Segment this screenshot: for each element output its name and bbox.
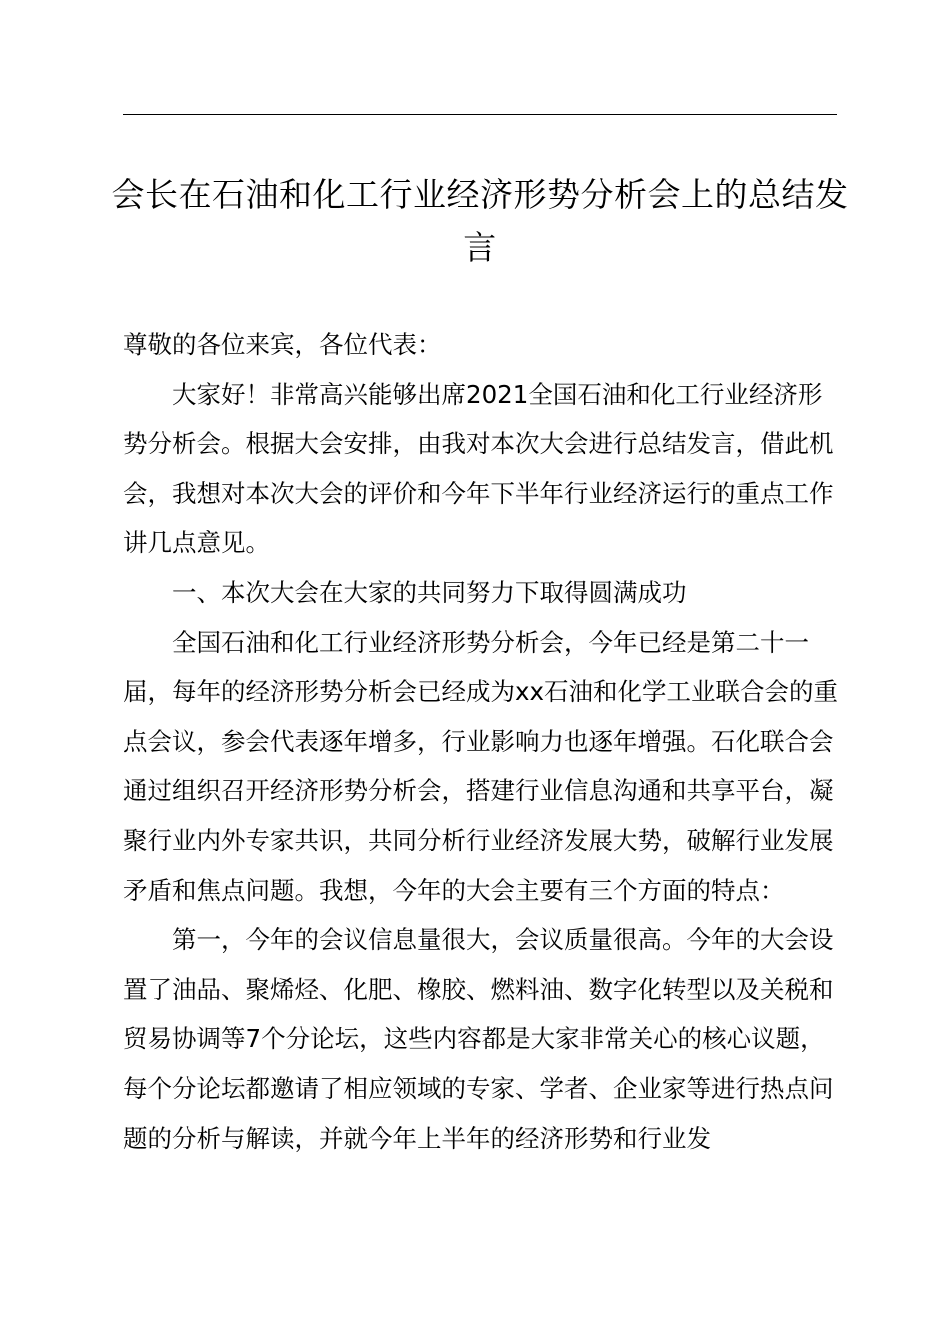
document-body xyxy=(123,320,843,1163)
paragraph-feature-one: 第一，今年的会议信息量很大，会议质量很高。今年的大会设置了油品、聚烯烃、化肥、橡胶、燃料油、数字化转型以及关税和贸易协调等7个分论坛，这些内容都是大家非常关心的核心议题，每个分论坛都邀请了相应领域的专家、学者、企业家等进行热点问题的分析与解读，并就今年上半年的经济形势和行业发 xyxy=(123,925,834,1153)
paragraph-opening: 大家好！非常高兴能够出席2021全国石油和化工行业经济形势分析会。根据大会安排，由我对本次大会进行总结发言，借此机会，我想对本次大会的评价和今年下半年行业经济运行的重点工作讲几点意见。 xyxy=(123,379,834,558)
paragraph-conference-overview: 全国石油和化工行业经济形势分析会，今年已经是第二十一届，每年的经济形势分析会已经成为xx石油和化学工业联合会的重点会议，参会代表逐年增多，行业影响力也逐年增强。石化联合会通过组织召开经济形势分析会，搭建行业信息沟通和共享平台，凝聚行业内外专家共识，共同分析行业经济发展大势，破解行业发展矛盾和焦点问题。我想，今年的大会主要有三个方面的特点： xyxy=(123,627,838,905)
section-heading-1: 一、本次大会在大家的共同努力下取得圆满成功 xyxy=(172,577,687,607)
document-title: 会长在石油和化工行业经济形势分析会上的总结发言 xyxy=(111,175,849,267)
salutation: 尊敬的各位来宾，各位代表： xyxy=(123,330,442,359)
header-rule xyxy=(123,114,837,115)
